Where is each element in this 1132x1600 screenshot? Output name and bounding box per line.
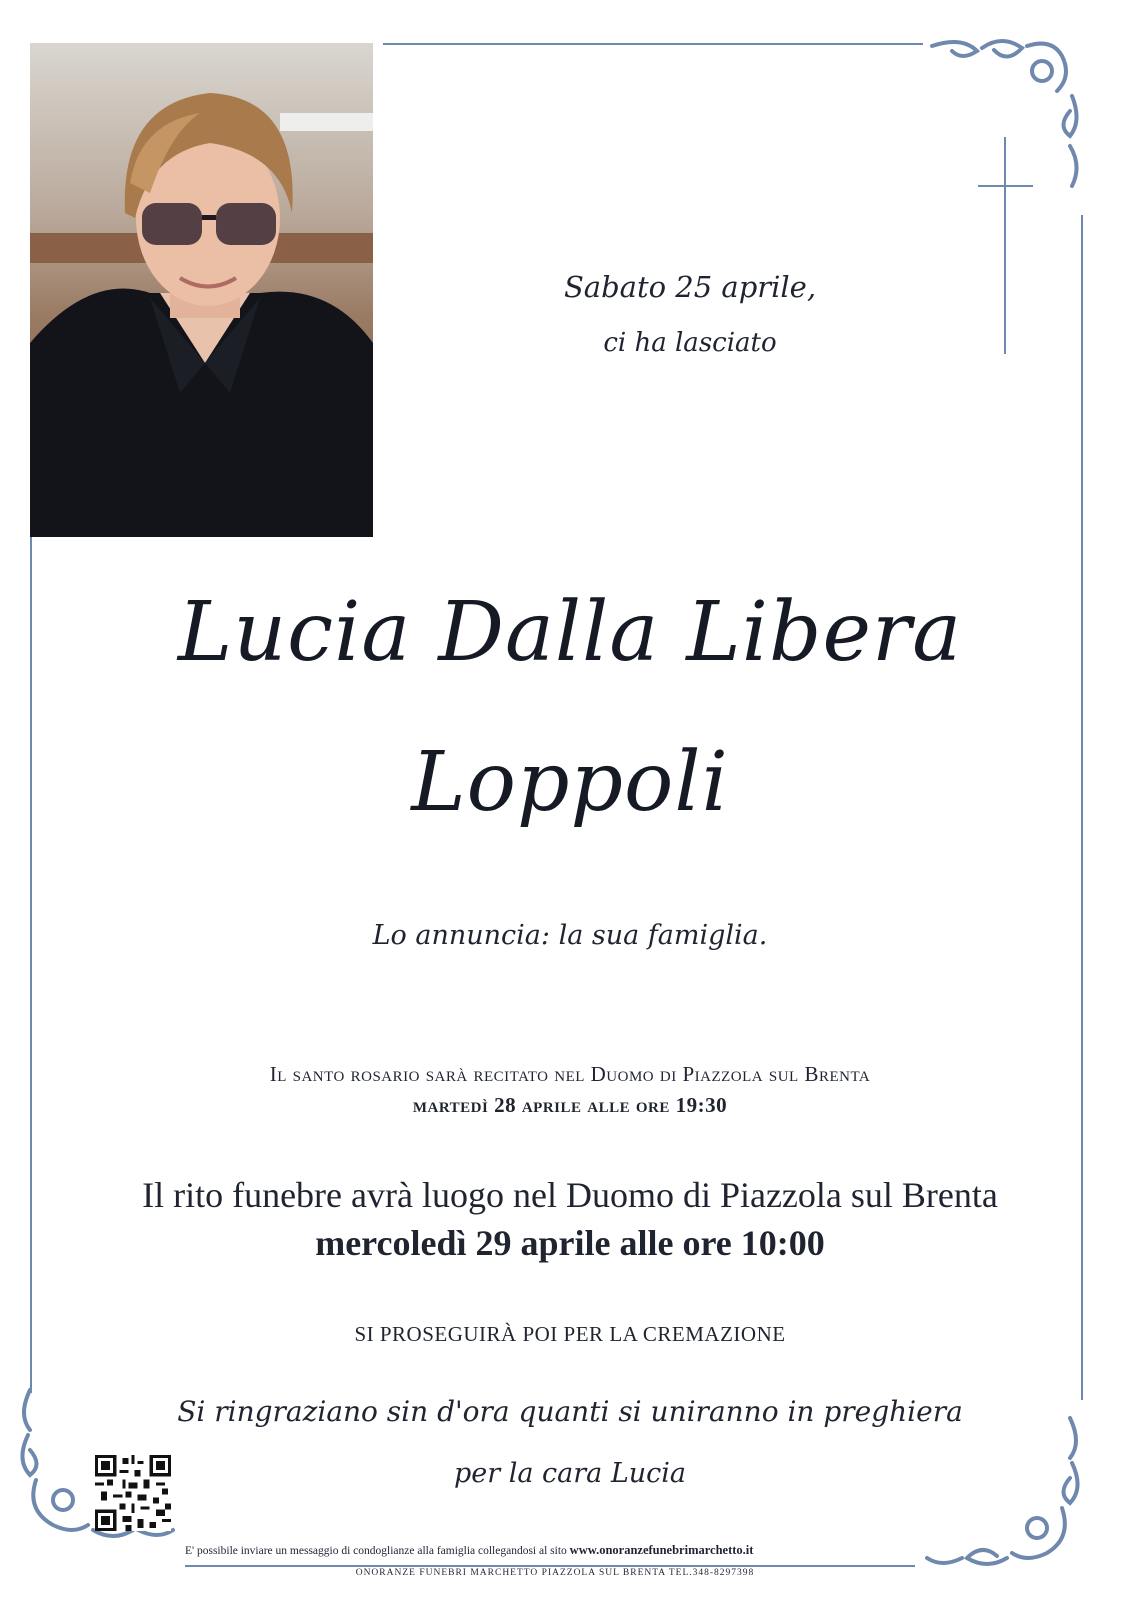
portrait-photo [30,43,373,537]
corner-ornament-icon [922,36,1082,196]
announced-by: Lo annuncia: la sua famiglia. [372,920,768,951]
funeral-date: mercoledì 29 aprile alle ore 10:00 [315,1223,825,1263]
death-date-line: Sabato 25 aprile, [563,270,817,304]
condolence-message [185,1543,925,1558]
corner-ornament-icon [922,1408,1082,1568]
qr-code-icon[interactable] [95,1455,171,1531]
funeral-notice: Il rito funebre avrà luogo nel Duomo di Piazzola sul Brenta [142,1175,998,1215]
website-link[interactable]: www.onoranzefunebrimarchetto.it [569,1543,754,1557]
condolence-text: E' possibile inviare un messaggio di condoglianze alla famiglia collegandosi al sito [185,1545,570,1557]
rosary-date: martedì 28 aprile alle ore 19:30 [412,1093,728,1117]
deceased-name: Lucia Dalla Libera [177,585,963,680]
cremation-notice: SI PROSEGUIRÀ POI PER LA CREMAZIONE [354,1322,786,1346]
deceased-surname: Loppoli [411,735,729,830]
frame-bottom-line [185,1565,915,1567]
rosary-notice: Il santo rosario sarà recitato nel Duomo di Piazzola sul Brenta [269,1062,871,1086]
frame-left-line [30,528,32,1393]
frame-right-line [1081,215,1083,1400]
thanks-line-2: per la cara Lucia [453,1458,687,1489]
company-info: ONORANZE FUNEBRI MARCHETTO PIAZZOLA SUL BRENTA TEL.348-8297398 [355,1568,755,1578]
frame-top-line [383,43,923,45]
thanks-line-1: Si ringraziano sin d'ora quanti si uniranno in preghiera [177,1395,963,1428]
passed-away-line: ci ha lasciato [603,328,777,358]
